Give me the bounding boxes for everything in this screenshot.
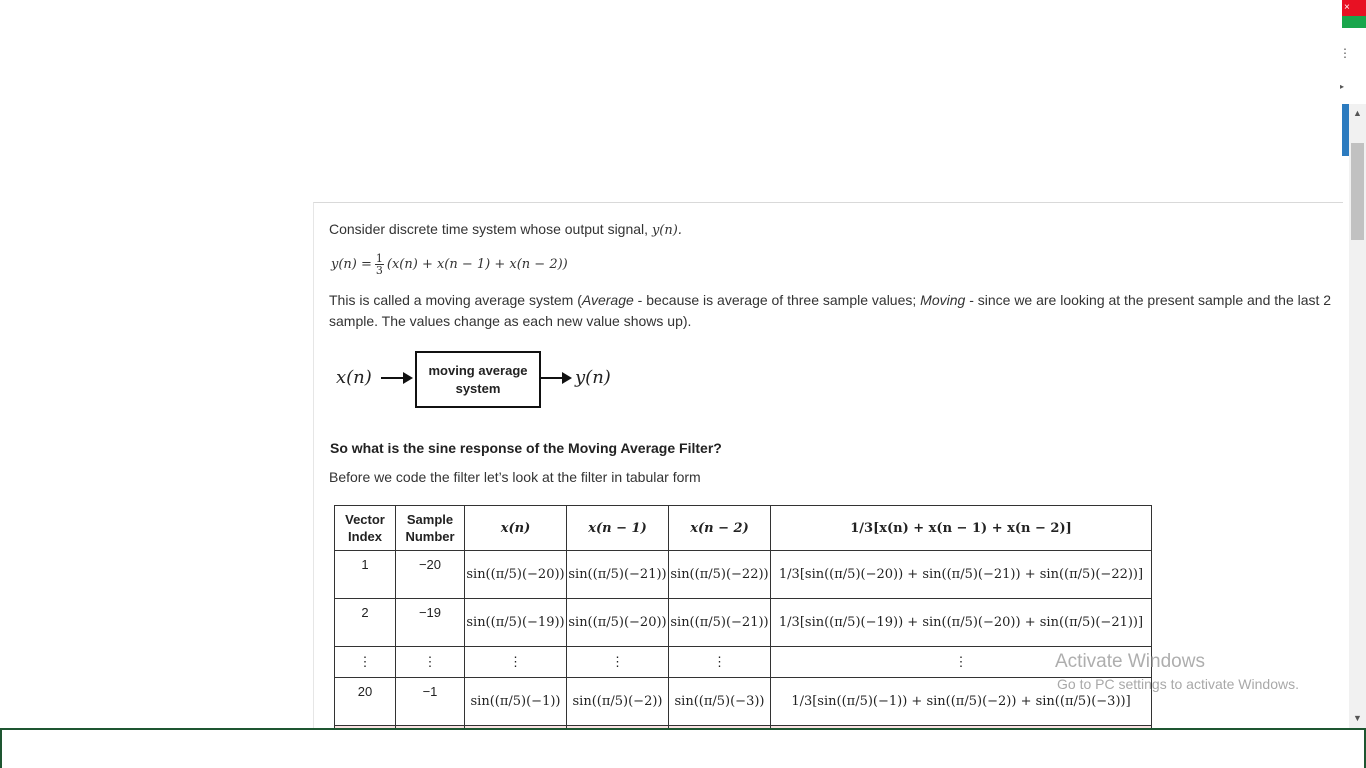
moving-word: Moving xyxy=(920,292,966,308)
equation-rhs: (x(n) + x(n − 1) + x(n − 2)) xyxy=(386,257,568,272)
accent-strip xyxy=(1342,104,1349,156)
cell-xn2: sin((π/5)(−22)) xyxy=(669,551,771,599)
header-xn2: x(n − 2) xyxy=(669,506,771,551)
description-text-1: This is called a moving average system ( xyxy=(329,292,582,308)
moving-average-equation xyxy=(331,253,1343,276)
cell-xn1: sin((π/5)(−21)) xyxy=(567,551,669,599)
fraction-numerator: 1 xyxy=(375,252,383,265)
table-row-ellipsis xyxy=(335,647,1152,678)
table-row xyxy=(335,599,1152,647)
cell-xn1: sin((π/5)(−2)) xyxy=(567,678,669,726)
description-paragraph xyxy=(329,290,1343,332)
cell-xn1: ⋮ xyxy=(567,647,669,678)
cell-xn2: sin((π/5)(−3)) xyxy=(669,678,771,726)
description-text-3: - since we are looking at the present sample and the last 2 sample. The values change as each new value shows up). xyxy=(329,292,1332,329)
block-label-line1: moving average xyxy=(428,362,528,378)
close-icon[interactable]: × xyxy=(1342,0,1366,16)
cell-xn1: sin((π/5)(−20)) xyxy=(567,599,669,647)
cell-sample: −1 xyxy=(396,678,465,726)
cell-sample: ⋮ xyxy=(396,647,465,678)
cell-xn: sin((π/5)(−1)) xyxy=(465,678,567,726)
cell-xn2: ⋮ xyxy=(669,647,771,678)
equation-fraction xyxy=(375,253,384,276)
description-text-2: - because is average of three sample values; xyxy=(633,292,921,308)
filter-table xyxy=(334,505,1152,730)
cell-xn2: sin((π/5)(−21)) xyxy=(669,599,771,647)
header-xn1: x(n − 1) xyxy=(567,506,669,551)
table-row xyxy=(335,678,1152,726)
table-row xyxy=(335,551,1152,599)
cell-xn: sin((π/5)(−19)) xyxy=(465,599,567,647)
input-arrow xyxy=(381,377,411,379)
scroll-down-icon[interactable]: ▼ xyxy=(1353,713,1362,723)
header-xn: x(n) xyxy=(465,506,567,551)
taskbar-left-edge xyxy=(0,730,2,768)
cell-sample: −19 xyxy=(396,599,465,647)
cell-xn: ⋮ xyxy=(465,647,567,678)
cell-average: 1/3[sin((π/5)(−1)) + sin((π/5)(−2)) + sin((π/5)(−3))] xyxy=(771,678,1152,726)
subtext-paragraph: Before we code the filter let’s look at the filter in tabular form xyxy=(329,469,701,485)
cell-average: 1/3[sin((π/5)(−19)) + sin((π/5)(−20)) + sin((π/5)(−21))] xyxy=(771,599,1152,647)
more-menu-icon[interactable]: ⋮ xyxy=(1339,46,1351,60)
cell-index: ⋮ xyxy=(335,647,396,678)
header-sample-number: Sample Number xyxy=(396,506,465,551)
scroll-up-icon[interactable]: ▲ xyxy=(1353,108,1362,118)
section-heading: So what is the sine response of the Moving Average Filter? xyxy=(330,440,722,456)
intro-paragraph xyxy=(329,219,1343,241)
fraction-denominator: 3 xyxy=(375,264,383,277)
cell-average: 1/3[sin((π/5)(−20)) + sin((π/5)(−21)) + sin((π/5)(−22))] xyxy=(771,551,1152,599)
cell-index: 1 xyxy=(335,551,396,599)
header-average: 1/3[x(n) + x(n − 1) + x(n − 2)] xyxy=(771,506,1152,551)
taskbar xyxy=(0,728,1366,768)
block-label-line2: system xyxy=(455,380,501,396)
scrollbar-thumb[interactable] xyxy=(1351,143,1364,240)
cell-index: 20 xyxy=(335,678,396,726)
diagram-output-label: y(n) xyxy=(575,367,611,388)
intro-signal: y(n). xyxy=(651,223,682,238)
header-vector-index: Vector Index xyxy=(335,506,396,551)
block-diagram xyxy=(329,351,1343,419)
diagram-input-label: x(n) xyxy=(336,367,372,388)
cell-sample: −20 xyxy=(396,551,465,599)
intro-text: Consider discrete time system whose output signal, xyxy=(329,221,649,237)
output-arrow xyxy=(540,377,570,379)
activate-windows-subtitle: Go to PC settings to activate Windows. xyxy=(1057,676,1299,692)
cell-average: ⋮ xyxy=(771,647,1152,678)
moving-average-block xyxy=(415,351,541,408)
cell-xn: sin((π/5)(−20)) xyxy=(465,551,567,599)
activate-windows-title: Activate Windows xyxy=(1055,651,1205,672)
equation-lhs: y(n) = xyxy=(331,257,372,272)
average-word: Average xyxy=(581,292,634,308)
cell-index: 2 xyxy=(335,599,396,647)
status-indicator xyxy=(1342,16,1366,28)
expand-arrow-icon[interactable]: ▸ xyxy=(1340,82,1345,91)
